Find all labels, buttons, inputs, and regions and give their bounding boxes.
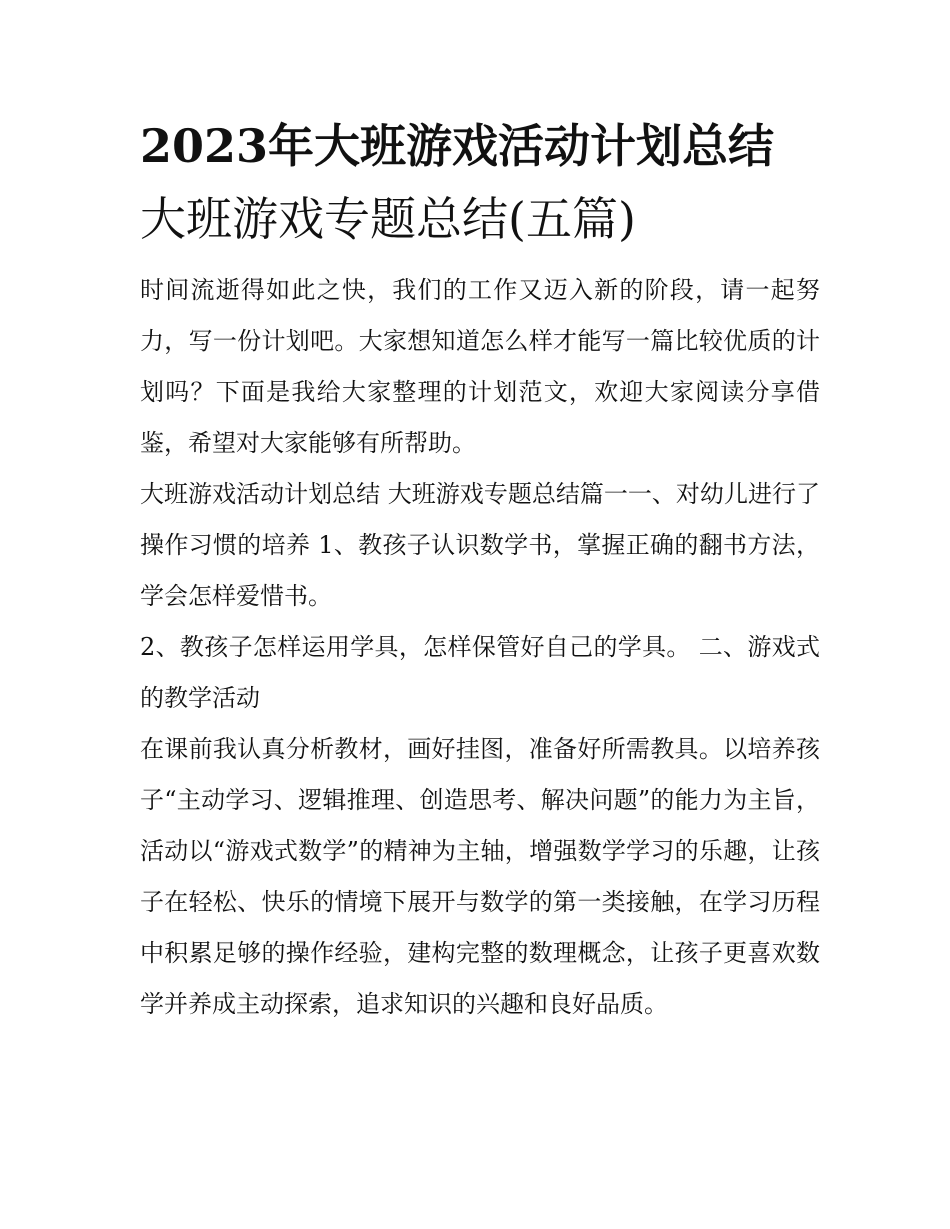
document-title: [140, 110, 820, 256]
document-body: [140, 110, 820, 1030]
title-line-1: 2023年大班游戏活动计划总结: [140, 119, 775, 173]
title-line-2: 大班游戏专题总结(五篇): [140, 192, 636, 246]
intro-paragraph: 时间流逝得如此之快，我们的工作又迈入新的阶段，请一起努力，写一份计划吧。大家想知道怎么样才能写一篇比较优质的计划吗？下面是我给大家整理的计划范文，欢迎大家阅读分享借鉴，希望对大家能够有所帮助。: [140, 276, 820, 457]
section-two-paragraph: 2、教孩子怎样运用学具，怎样保管好自己的学具。 二、游戏式的教学活动: [140, 633, 820, 712]
section-one-paragraph: 大班游戏活动计划总结 大班游戏专题总结篇一一、对幼儿进行了操作习惯的培养 1、教孩子认识数学书，掌握正确的翻书方法，学会怎样爱惜书。: [140, 480, 820, 610]
teaching-activity-paragraph: 在课前我认真分析教材，画好挂图，准备好所需教具。以培养孩子“主动学习、逻辑推理、创造思考、解决问题”的能力为主旨，活动以“游戏式数学”的精神为主轴，增强数学学习的乐趣，让孩子在轻松、快乐的情境下展开与数学的第一类接触，在学习历程中积累足够的操作经验，建构完整的数理概念，让孩子更喜欢数学并养成主动探索，追求知识的兴趣和良好品质。: [140, 735, 820, 1018]
